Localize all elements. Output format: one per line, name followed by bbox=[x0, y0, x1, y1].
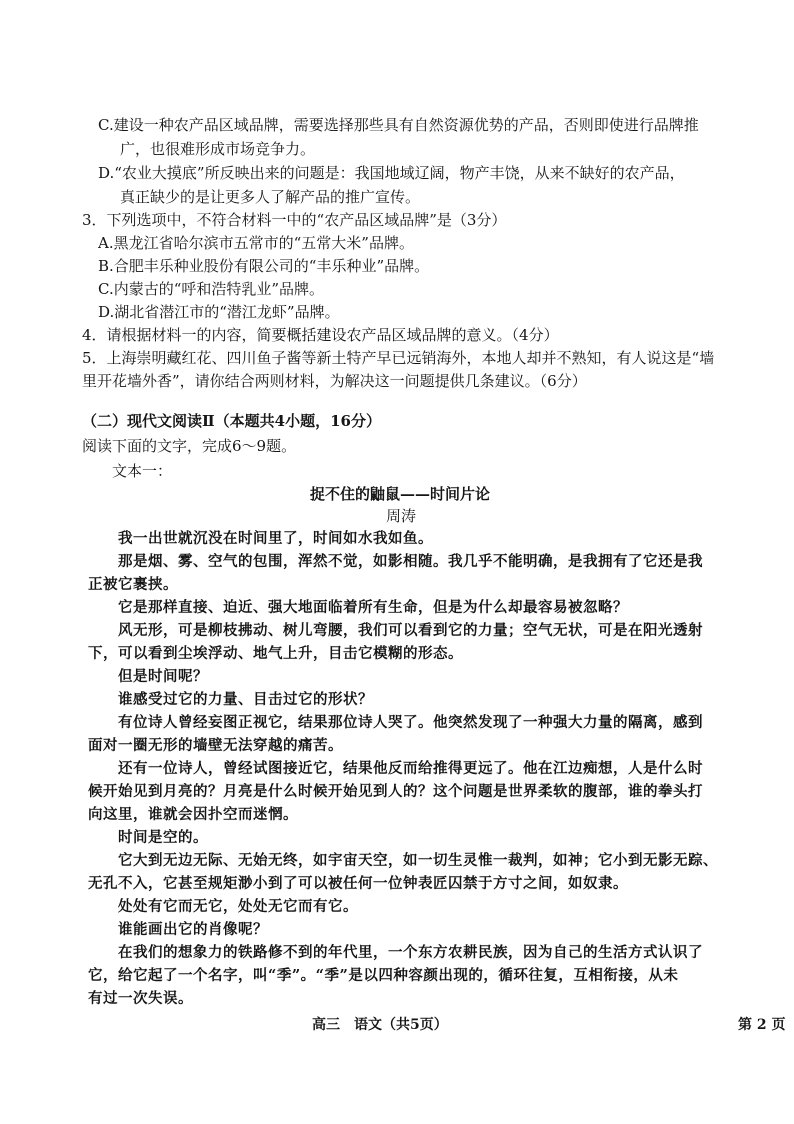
passage-line: 下，可以看到尘埃浮动、地气上升，目击它模糊的形态。 bbox=[88, 645, 463, 662]
passage-line: 它是那样直接、迫近、强大地面临着所有生命，但是为什么却最容易被忽略？ bbox=[118, 599, 628, 616]
text-label: 文本一： bbox=[112, 462, 173, 480]
option-d-line1: D.“农业大摸底”所反映出来的问题是：我国地域辽阔，物产丰饶，从来不缺好的农产品， bbox=[98, 164, 685, 182]
passage-line: 我一出世就沉没在时间里了，时间如水我如鱼。 bbox=[118, 530, 433, 547]
question-5-line2: 里开花墙外香”，请你结合两则材料，为解决这一问题提供几条建议。（6分） bbox=[82, 372, 587, 390]
passage-line: 向这里，谁就会因扑空而迷惘。 bbox=[88, 806, 298, 823]
question-3-option-a: A.黑龙江省哈尔滨市五常市的“五常大米”品牌。 bbox=[98, 234, 414, 252]
passage-line: 无孔不入，它甚至规矩渺小到了可以被任何一位钟表匠囚禁于方寸之间，如奴隶。 bbox=[88, 875, 628, 892]
passage-line: 那是烟、雾、空气的包围，浑然不觉，如影相随。我几乎不能明确，是我拥有了它还是我 bbox=[118, 553, 703, 570]
passage-line: 但是时间呢？ bbox=[118, 668, 208, 685]
passage-line: 谁感受过它的力量、目击过它的形状？ bbox=[118, 691, 373, 708]
passage-line: 有过一次失误。 bbox=[88, 990, 193, 1007]
page-number: 第 2 页 bbox=[738, 1017, 786, 1033]
question-3-option-c: C.内蒙古的“呼和浩特乳业”品牌。 bbox=[98, 280, 325, 298]
option-c-line1: C.建设一种农产品区域品牌，需要选择那些具有自然资源优势的产品，否则即使进行品牌推 bbox=[98, 116, 699, 134]
passage-line: 候开始见到月亮的？月亮是什么时候开始见到人的？这个问题是世界柔软的腹部，谁的拳头打 bbox=[88, 783, 703, 800]
option-c-line2: 广，也很难形成市场竞争力。 bbox=[120, 140, 316, 158]
question-3-option-d: D.湖北省潜江市的“潜江龙虾”品牌。 bbox=[98, 303, 340, 321]
passage-line: 谁能画出它的肖像呢？ bbox=[118, 921, 268, 938]
passage-line: 处处有它而无它，处处无它而有它。 bbox=[118, 898, 358, 915]
passage-line: 它大到无边无际、无始无终，如宇宙天空，如一切生灵惟一裁判，如神；它小到无影无踪、 bbox=[118, 852, 718, 869]
passage-line: 还有一位诗人，曾经试图接近它，结果他反而给推得更远了。他在江边痴想，人是什么时 bbox=[118, 760, 703, 777]
passage-line: 正被它裹挟。 bbox=[88, 576, 178, 593]
question-4-stem: 4．请根据材料一的内容，简要概括建设农产品区域品牌的意义。（4分） bbox=[82, 326, 559, 344]
passage-line: 有位诗人曾经妄图正视它，结果那位诗人哭了。他突然发现了一种强大力量的隔离，感到 bbox=[118, 714, 703, 731]
passage-line: 在我们的想象力的铁路修不到的年代里，一个东方农耕民族，因为自己的生活方式认识了 bbox=[118, 944, 703, 961]
question-5-line1: 5．上海崇明藏红花、四川鱼子酱等新土特产早已远销海外，本地人却并不熟知，有人说这是“墙 bbox=[82, 349, 715, 367]
section-instruction: 阅读下面的文字，完成6～9题。 bbox=[82, 437, 297, 455]
passage-line: 时间是空的。 bbox=[118, 829, 208, 846]
section-heading: （二）现代文阅读Ⅱ（本题共4小题，16分） bbox=[82, 412, 381, 430]
question-3-option-b: B.合肥丰乐种业股份有限公司的“丰乐种业”品牌。 bbox=[98, 257, 430, 275]
passage-title: 捉不住的鼬鼠——时间片论 bbox=[310, 485, 491, 503]
option-d-line2: 真正缺少的是让更多人了解产品的推广宣传。 bbox=[120, 188, 421, 206]
footer-title: 高三 语文（共5页） bbox=[312, 1017, 448, 1033]
passage-line: 面对一圈无形的墙壁无法穿越的痛苦。 bbox=[88, 737, 343, 754]
passage-line: 风无形，可是柳枝拂动、树儿弯腰，我们可以看到它的力量；空气无状，可是在阳光透射 bbox=[118, 622, 703, 639]
passage-author: 周涛 bbox=[386, 507, 417, 525]
passage-line: 它，给它起了一个名字，叫“季”。“季”是以四种容颜出现的，循环往复，互相衔接，从未 bbox=[88, 967, 679, 984]
question-3-stem: 3．下列选项中，不符合材料一中的“农产品区域品牌”是（3分） bbox=[82, 211, 507, 229]
